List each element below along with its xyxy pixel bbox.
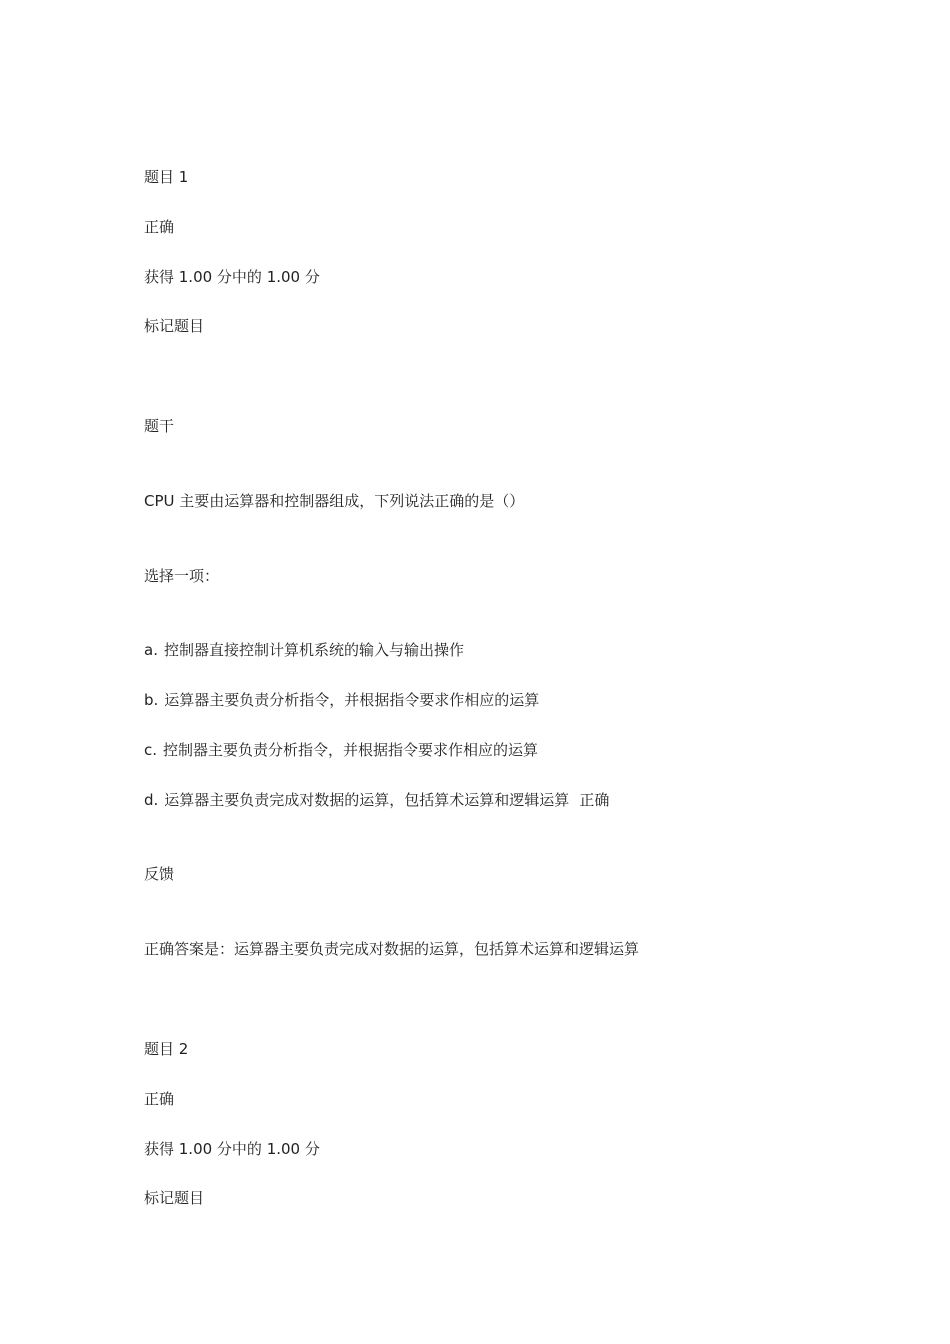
- question-1-score: 获得 1.00 分中的 1.00 分: [144, 268, 320, 286]
- question-1-stem-label: 题干: [144, 417, 175, 435]
- option-d-text: 运算器主要负责完成对数据的运算，包括算术运算和逻辑运算: [164, 791, 570, 809]
- question-1-feedback-label: 反馈: [144, 865, 175, 883]
- option-c[interactable]: [144, 740, 538, 760]
- question-1-number: 题目 1: [144, 168, 189, 186]
- question-2-score: 获得 1.00 分中的 1.00 分: [144, 1140, 320, 1158]
- option-a-letter: a.: [144, 641, 158, 659]
- question-2-flag-link[interactable]: 标记题目: [144, 1189, 205, 1207]
- question-2-number: 题目 2: [144, 1040, 189, 1058]
- option-b[interactable]: [144, 690, 539, 710]
- option-d-letter: d.: [144, 791, 159, 809]
- option-d-correct-mark: 正确: [579, 791, 610, 809]
- option-b-letter: b.: [144, 691, 159, 709]
- question-1-status: 正确: [144, 218, 175, 236]
- option-c-text: 控制器主要负责分析指令，并根据指令要求作相应的运算: [163, 741, 539, 759]
- option-d[interactable]: [144, 790, 609, 810]
- question-1-flag-link[interactable]: 标记题目: [144, 317, 205, 335]
- question-1-stem: CPU 主要由运算器和控制器组成，下列说法正确的是（）: [144, 492, 525, 510]
- option-a-text: 控制器直接控制计算机系统的输入与输出操作: [163, 641, 464, 659]
- question-1-correct-answer: 正确答案是：运算器主要负责完成对数据的运算，包括算术运算和逻辑运算: [144, 940, 640, 958]
- question-2-status: 正确: [144, 1090, 175, 1108]
- option-c-letter: c.: [144, 741, 158, 759]
- option-b-text: 运算器主要负责分析指令，并根据指令要求作相应的运算: [164, 691, 540, 709]
- question-1-instruction: 选择一项：: [144, 567, 220, 585]
- option-a[interactable]: [144, 640, 464, 660]
